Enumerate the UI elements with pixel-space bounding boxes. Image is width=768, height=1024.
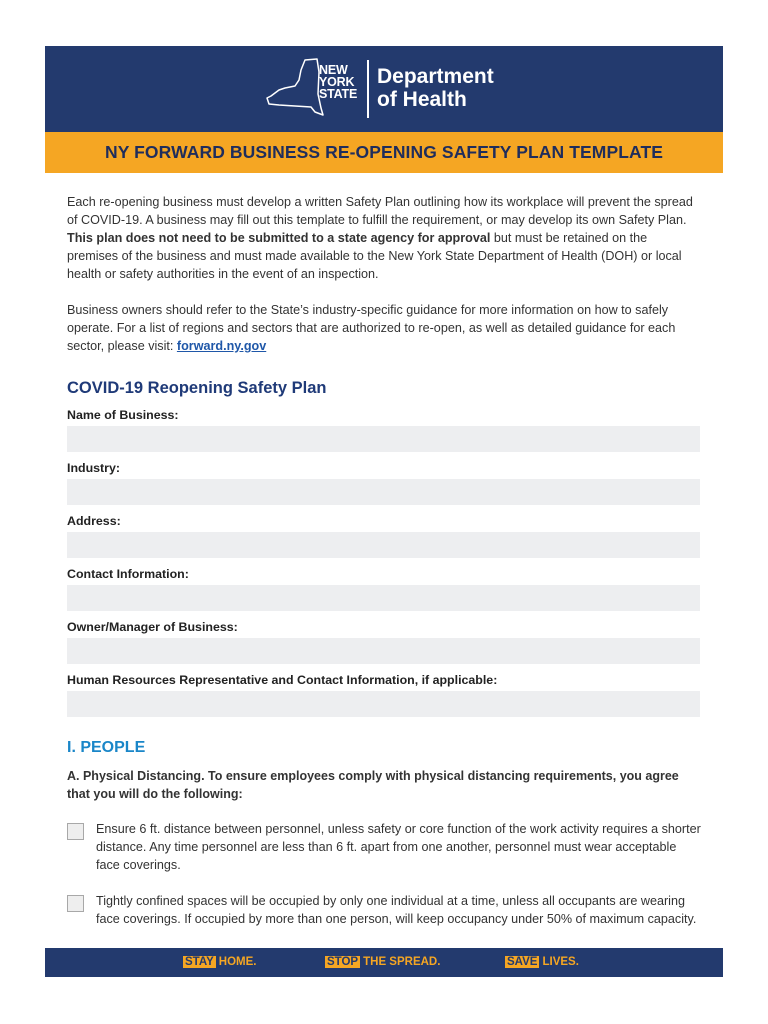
slogan-save-lives [505,956,579,968]
form-field [67,408,701,452]
guidance-paragraph [67,301,701,355]
guidance-text: Business owners should refer to the State’s industry-specific guidance for more information on how to safely operate. For a list of regions and sectors that are authorized to re-open, as well as detailed guidance for each sector, please visit: [67,303,676,353]
form-field [67,461,701,505]
logo-department-line: Department [377,65,494,88]
plan-form [67,408,701,717]
checklist-item-text: Tightly confined spaces will be occupied by only one individual at a time, unless all occupants are wearing face coverings. If occupied by more than one person, will keep occupancy under 50% of maximum capacity. [96,894,697,926]
hr-representative-input[interactable] [67,691,700,717]
checklist-item [67,820,701,874]
field-label: Owner/Manager of Business: [67,620,238,634]
physical-distancing-intro: A. Physical Distancing. To ensure employees comply with physical distancing requirements, you agree that you will do the following: [67,769,679,801]
intro-bold-text: This plan does not need to be submitted to a state agency for approval [67,231,491,245]
contact-information-input[interactable] [67,585,700,611]
logo-divider [367,60,369,118]
slogan-text: LIVES. [542,956,579,968]
field-label: Contact Information: [67,567,189,581]
field-label: Industry: [67,461,121,475]
field-label: Address: [67,514,121,528]
title-banner [45,132,723,173]
nys-doh-logo [265,58,515,120]
form-field [67,620,701,664]
document-body [45,193,723,928]
form-field [67,514,701,558]
checklist-item [67,892,701,928]
logo-state-line: STATE [319,87,358,101]
people-heading: I. PEOPLE [67,739,146,756]
slogan-stay-home [183,956,256,968]
slogan-highlight: SAVE [507,956,538,968]
slogan-text: THE SPREAD. [363,956,441,968]
slogan-stop-spread [325,956,440,968]
logo-state-line: YORK [319,75,355,89]
intro-text: but must be retained on the premises of the business and must made available to the New York State Department of Health (DOH) or local health or safety authorities in the event of an inspection. [67,231,682,281]
address-input[interactable] [67,532,700,558]
field-label: Human Resources Representative and Contact Information, if applicable: [67,673,498,687]
page-header [45,46,723,132]
slogan-text: HOME. [218,956,257,968]
intro-text: Each re-opening business must develop a written Safety Plan outlining how its workplace will prevent the spread of COVID-19. A business may fill out this template to fulfill the requirement, or may develop its own Safety Plan. [67,195,693,227]
business-name-input[interactable] [67,426,700,452]
distance-checkbox[interactable] [67,823,84,840]
document-title: NY FORWARD BUSINESS RE-OPENING SAFETY PLAN TEMPLATE [104,142,664,162]
form-field [67,673,701,717]
slogan-footer [45,948,723,977]
document-page [45,46,723,928]
checklist-item-text: Ensure 6 ft. distance between personnel, unless safety or core function of the work activity requires a shorter distance. Any time personnel are less than 6 ft. apart from one another, personnel must wear acceptable face coverings. [96,822,701,872]
intro-paragraph [67,193,701,283]
field-label: Name of Business: [67,408,179,422]
logo-state-line: NEW [319,63,348,77]
forward-ny-link[interactable]: forward.ny.gov [176,339,267,353]
ny-state-outline-icon [265,58,325,120]
slogan-highlight: STOP [327,956,359,968]
industry-input[interactable] [67,479,700,505]
logo-state-text [319,64,357,100]
owner-manager-input[interactable] [67,638,700,664]
logo-department-text [377,65,494,111]
form-field [67,567,701,611]
plan-heading: COVID-19 Reopening Safety Plan [67,379,327,397]
logo-department-line: of Health [377,88,467,111]
slogan-highlight: STAY [185,956,214,968]
confined-spaces-checkbox[interactable] [67,895,84,912]
